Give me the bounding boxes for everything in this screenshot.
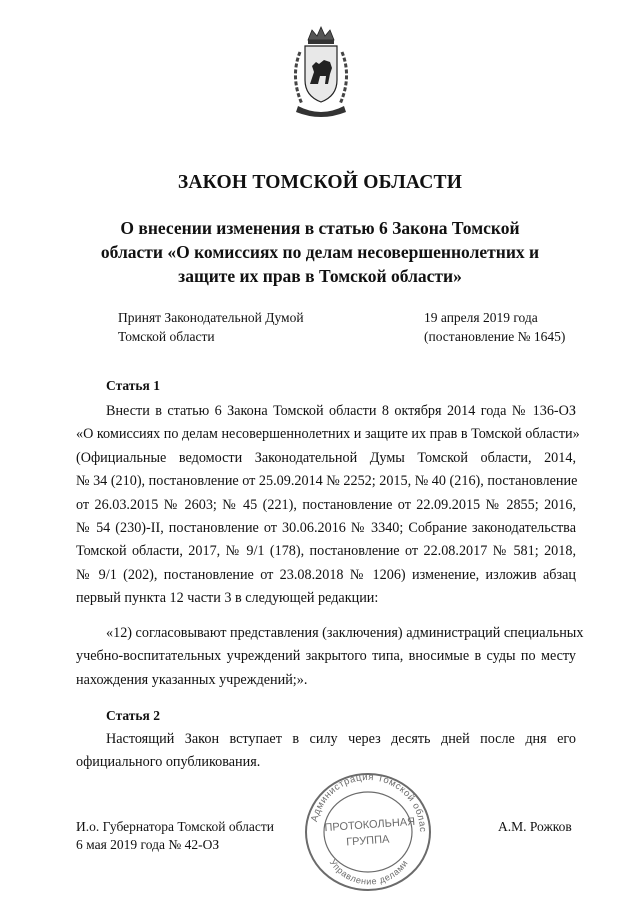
tomsk-coat-of-arms-icon	[286, 22, 356, 122]
paragraph-line: Настоящий Закон вступает в силу через десять дней после дня его	[106, 731, 576, 747]
paragraph-line: учебно-воспитательных учреждений закрытого типа, вносимые в суды по месту	[76, 648, 576, 665]
signatory-position: И.о. Губернатора Томской области	[76, 819, 274, 834]
adopted-by-line: Томской области	[118, 329, 215, 344]
paragraph-line: от 26.03.2015 № 2603; № 45 (221), постановление от 22.09.2015 № 2855; 2016,	[76, 496, 576, 513]
stamp-inner-line-1: ПРОТОКОЛЬНАЯ	[324, 815, 416, 835]
adopted-date	[424, 308, 565, 346]
paragraph-line: «12) согласовывают представления (заключения) администраций специальных	[106, 625, 584, 641]
subtitle-line: области «О комиссиях по делам несовершеннолетних и	[100, 242, 540, 262]
paragraph-line: официального опубликования.	[76, 754, 261, 771]
paragraph-line: Внести в статью 6 Закона Томской области 8 октября 2014 года № 136-ОЗ	[106, 403, 576, 419]
paragraph-line: Томской области, 2017, № 9/1 (178), постановление от 22.08.2017 № 581; 2018,	[76, 543, 576, 560]
article-1-paragraph-2	[76, 622, 584, 692]
stamp-bottom-text: Управление делами	[327, 857, 410, 887]
paragraph-line: № 54 (230)-II, постановление от 30.06.2016 № 3340; Собрание законодательства	[76, 520, 576, 537]
paragraph-line: № 34 (210), постановление от 25.09.2014 № 2252; 2015, № 40 (216), постановление	[76, 473, 578, 490]
paragraph-line: (Официальные ведомости Законодательной Думы Томской области, 2014,	[76, 449, 576, 466]
stamp-inner-line-2: ГРУППА	[345, 833, 390, 849]
adopted-by-line: Принят Законодательной Думой	[118, 310, 304, 325]
article-2-heading: Статья 2	[106, 708, 160, 723]
article-1-paragraph-1	[76, 400, 580, 611]
article-2-paragraph	[76, 728, 576, 775]
paragraph-line: нахождения указанных учреждений;».	[76, 671, 308, 688]
signatory-name: А.М. Рожков	[498, 819, 572, 834]
paragraph-line: № 9/1 (202), постановление от 23.08.2018 № 1206) изменение, изложив абзац	[76, 566, 576, 583]
adopted-date-line: 19 апреля 2019 года	[424, 310, 538, 325]
law-date-number: 6 мая 2019 года № 42-ОЗ	[76, 837, 220, 852]
stamp-outer-text: Администрация Томской облас	[309, 771, 429, 833]
article-1-heading: Статья 1	[106, 378, 160, 393]
paragraph-line: первый пункта 12 части 3 в следующей редакции:	[76, 590, 379, 607]
document-subtitle	[0, 216, 640, 288]
subtitle-line: защите их прав в Томской области»	[178, 266, 462, 286]
subtitle-line: О внесении изменения в статью 6 Закона Томской	[120, 218, 520, 238]
document-type-title: ЗАКОН ТОМСКОЙ ОБЛАСТИ	[177, 172, 463, 193]
paragraph-line: «О комиссиях по делам несовершеннолетних и защите их прав в Томской области»	[76, 426, 580, 443]
adopted-by	[118, 308, 304, 346]
adopted-resolution-line: (постановление № 1645)	[424, 329, 566, 344]
official-stamp	[298, 770, 438, 894]
signature-block	[76, 818, 274, 854]
